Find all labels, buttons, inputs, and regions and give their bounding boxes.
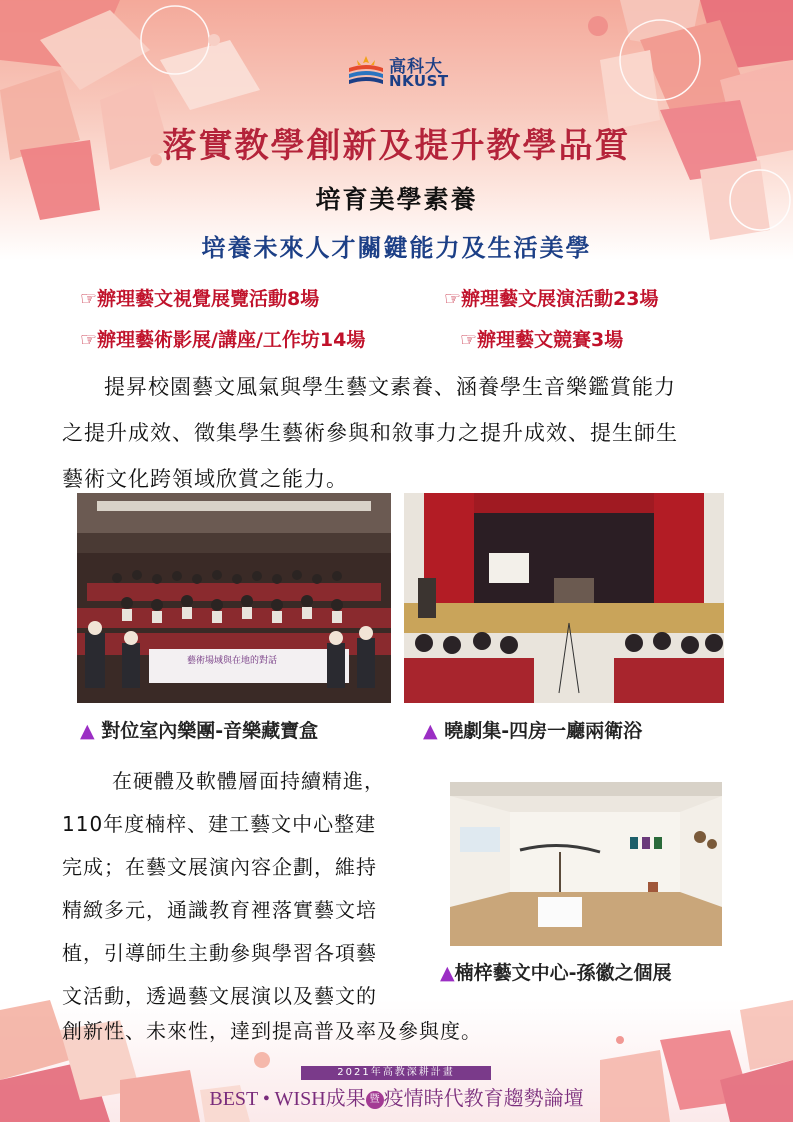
body-paragraph-last-line: 創新性、未來性，達到提高普及率及參與度。 <box>62 1019 482 1043</box>
photo1-banner-text: 藝術場域與在地的對話 <box>187 656 278 666</box>
bullet-film-lectures-workshops: ☞辦理藝術影展/講座/工作坊14場 <box>80 329 366 351</box>
nkust-logo <box>345 52 485 94</box>
caption-photo3 <box>440 958 672 985</box>
paragraph-line: 植，引導師生主動參與學習各項藝 <box>62 941 377 965</box>
page-title: 落實教學創新及提升教學品質 <box>162 126 631 166</box>
subtitle: 培育美學素養 <box>315 185 478 214</box>
body-paragraph <box>62 760 442 1018</box>
logo-chinese-name: 高科大 <box>389 57 443 77</box>
paragraph-line: 藝術文化跨領域欣賞之能力。 <box>62 467 348 491</box>
footer-title-left: BEST • WISH成果 <box>209 1088 366 1110</box>
caption-text: 楠梓藝文中心-孫徽之個展 <box>454 962 672 984</box>
caption-photo1 <box>80 716 318 743</box>
subtitle-secondary: 培養未來人才關鍵能力及生活美學 <box>201 234 592 262</box>
triangle-marker-icon: ▲ <box>423 720 438 742</box>
footer-program-label: 2021年高教深耕計畫 <box>301 1066 491 1080</box>
bullet-visual-exhibitions: ☞辦理藝文視覺展覽活動8場 <box>80 288 320 310</box>
paragraph-line: 精緻多元，通識教育裡落實藝文培 <box>62 898 377 922</box>
paragraph-line: 110年度楠梓、建工藝文中心整建 <box>62 812 377 836</box>
paragraph-line: 文活動，透過藝文展演以及藝文的 <box>62 984 377 1008</box>
footer-circle-mark: 暨 <box>366 1091 384 1109</box>
caption-photo2 <box>423 716 642 743</box>
bullet-competitions: ☞辦理藝文競賽3場 <box>460 329 624 351</box>
nkust-emblem-icon <box>345 54 387 90</box>
logo-english-name: NKUST <box>389 72 449 90</box>
caption-text: 對位室內樂團-音樂藏寶盒 <box>101 720 319 742</box>
intro-paragraph <box>62 364 742 502</box>
paragraph-line: 提昇校園藝文風氣與學生藝文素養、涵養學生音樂鑑賞能力 <box>104 375 676 399</box>
bullet-performances: ☞辦理藝文展演活動23場 <box>444 288 659 310</box>
photo-gallery-exhibition <box>450 782 722 946</box>
triangle-marker-icon: ▲ <box>440 962 455 984</box>
footer-title-right: 疫情時代教育趨勢論壇 <box>383 1088 584 1110</box>
paragraph-line: 完成；在藝文展演內容企劃，維持 <box>62 855 377 879</box>
paragraph-line: 之提升成效、徵集學生藝術參與和敘事力之提升成效、提生師生 <box>62 421 678 445</box>
photo-theater-performance <box>404 493 724 703</box>
caption-text: 曉劇集-四房一廳兩衛浴 <box>444 720 643 742</box>
triangle-marker-icon: ▲ <box>80 720 95 742</box>
paragraph-line: 在硬體及軟體層面持續精進， <box>112 769 385 793</box>
photo-chamber-orchestra <box>77 493 391 703</box>
footer-forum-title <box>0 1082 793 1111</box>
